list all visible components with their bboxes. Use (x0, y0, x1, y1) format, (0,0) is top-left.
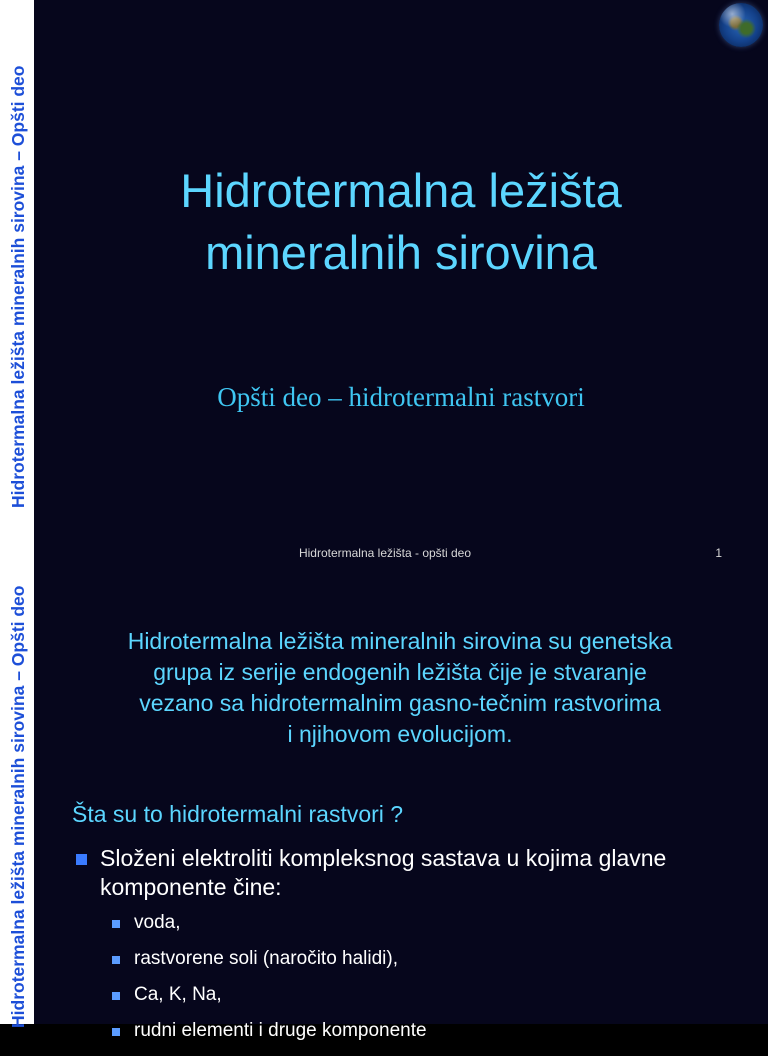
content-slide (0, 576, 768, 1041)
intro-line: vezano sa hidrotermalnim gasno-tečnim rastvorima (139, 690, 661, 716)
intro-line: grupa iz serije endogenih ležišta čije je stvaranje (153, 659, 647, 685)
list-item (108, 1020, 708, 1056)
sub-bullet-list (108, 912, 708, 1056)
slide-footer: Hidrotermalna ležišta - opšti deo (298, 546, 472, 560)
square-bullet-icon (112, 956, 120, 964)
slide-subtitle: Opšti deo – hidrotermalni rastvori (217, 382, 585, 412)
side-label: Hidrotermalna ležišta mineralnih sirovina – Opšti deo (8, 585, 28, 1028)
list-item (108, 984, 708, 1020)
square-bullet-icon (112, 992, 120, 1000)
side-label: Hidrotermalna ležišta mineralnih sirovina – Opšti deo (8, 65, 28, 508)
bullet-line: komponente čine: (100, 874, 282, 900)
intro-paragraph (60, 626, 740, 750)
square-bullet-icon (76, 854, 87, 865)
earth-globe-icon (719, 3, 763, 47)
intro-line: Hidrotermalna ležišta mineralnih sirovina su genetska (127, 628, 673, 654)
side-bar (0, 0, 34, 576)
list-item-label: Ca, K, Na, (134, 984, 222, 1005)
bullet-line: Složeni elektroliti kompleksnog sastava u kojima glavne (100, 845, 667, 871)
page-number: 1 (715, 546, 722, 560)
square-bullet-icon (112, 920, 120, 928)
slide-title (34, 160, 768, 284)
square-bullet-icon (112, 1028, 120, 1036)
side-bar (0, 576, 34, 1028)
list-item (108, 912, 708, 948)
list-item-label: voda, (134, 912, 181, 933)
section-heading: Šta su to hidrotermalni rastvori ? (72, 801, 404, 827)
bullet-text (100, 844, 740, 902)
list-item-label: rudni elementi i druge komponente (134, 1020, 427, 1041)
intro-line: i njihovom evolucijom. (287, 721, 513, 747)
list-item-label: rastvorene soli (naročito halidi), (134, 948, 399, 969)
list-item (108, 948, 708, 984)
title-line: mineralnih sirovina (205, 226, 597, 279)
title-line: Hidrotermalna ležišta (180, 164, 622, 217)
